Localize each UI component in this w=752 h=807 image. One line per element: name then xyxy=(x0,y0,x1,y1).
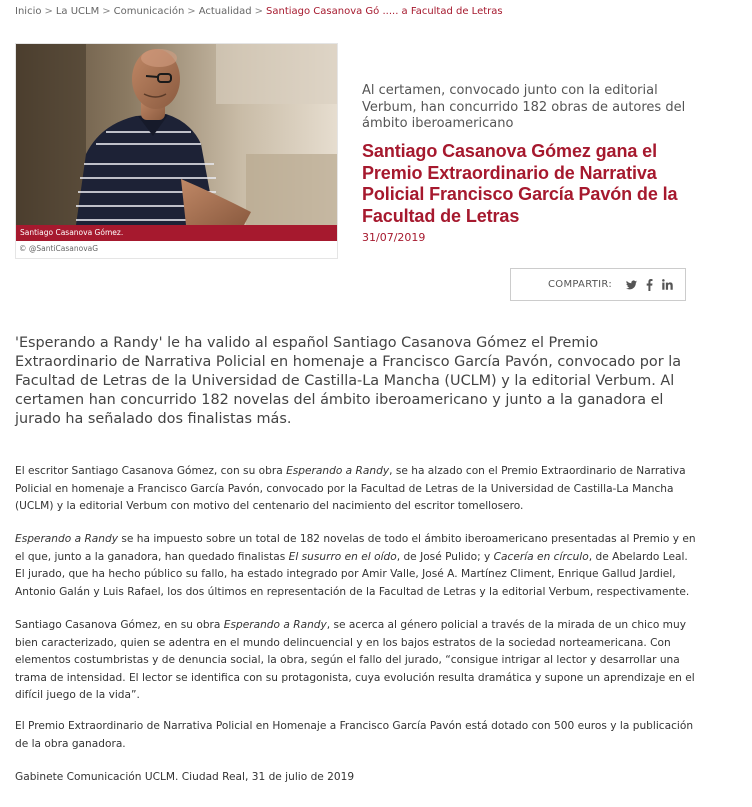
book-title: Cacería en círculo xyxy=(493,550,589,563)
breadcrumb-current: Santiago Casanova Gó ..... a Facultad de Letras xyxy=(266,6,503,17)
article-signature: Gabinete Comunicación UCLM. Ciudad Real, 31 de julio de 2019 xyxy=(15,771,355,783)
breadcrumb-comunicacion[interactable]: Comunicación xyxy=(113,6,185,17)
paragraph-text: , se acerca al género policial a través de la mirada de un chico muy bien caracterizado, quien se adentra en el mundo delincuencial y en los bajos estratos de la sociedad norteamericana. Con elementos costumbristas y de denuncia social, la obra, según el fallo del jurado, “consigue intrigar al lector y desarrollar una trama de intensidad. El lector se identifica con su protagonista, cuya evolución resulta dramática y supone un aprendizaje en el difícil juego de la vida”. xyxy=(15,619,695,701)
breadcrumb-la-uclm[interactable]: La UCLM xyxy=(55,6,100,17)
breadcrumb-separator: > xyxy=(254,6,264,17)
book-title: Esperando a Randy xyxy=(223,619,327,631)
author-photo[interactable] xyxy=(16,44,337,225)
photo-caption: Santiago Casanova Gómez. xyxy=(16,225,337,241)
book-title: Esperando a Randy xyxy=(15,533,119,545)
article-paragraph-4: El Premio Extraordinario de Narrativa Policial en Homenaje a Francisco García Pavón está dotado con 500 euros y la publicación de la obra ganadora. xyxy=(15,720,694,750)
paragraph-text: El escritor Santiago Casanova Gómez, con su obra xyxy=(15,465,287,477)
book-title: Esperando a Randy xyxy=(286,465,390,477)
paragraph-text: , de Abelardo Leal. El jurado, que ha hecho público su fallo, ha estado integrado por Amir Valle, José A. Martínez Climent, Enrique Gallud Jardiel, Antonio Galán y Luis Rafael, los dos últimos en representación de la Facultad de Letras y la editorial Verbum, respectivamente. xyxy=(15,550,690,598)
author-photo-image xyxy=(16,44,337,225)
article-paragraph-1 xyxy=(15,463,700,516)
article-date: 31/07/2019 xyxy=(362,231,426,244)
facebook-icon[interactable] xyxy=(640,278,658,292)
article-paragraph-2 xyxy=(15,531,700,601)
paragraph-text: se ha impuesto sobre un total de 182 novelas de todo el ámbito iberoamericano presentadas al Premio y en el que, junto a la ganadora, han quedado finalistas xyxy=(15,533,696,563)
breadcrumb-separator: > xyxy=(102,6,111,17)
breadcrumb-separator: > xyxy=(44,6,53,17)
breadcrumb xyxy=(15,6,503,17)
share-label: COMPARTIR: xyxy=(547,279,612,290)
linkedin-icon[interactable] xyxy=(658,278,676,292)
share-box xyxy=(510,268,686,301)
paragraph-text: , se ha alzado con el Premio Extraordinario de Narrativa Policial en homenaje a Francisco García Pavón, convocado por la Facultad de Letras de la Universidad de Castilla-La Mancha (UCLM) y la editorial Verbum con motivo del centenario del nacimiento del escritor tomellosero. xyxy=(15,465,686,512)
article-subtitle: Al certamen, convocado junto con la editorial Verbum, han concurrido 182 obras de autores del ámbito iberoamericano xyxy=(362,83,686,131)
article-photo-figure xyxy=(15,43,338,259)
paragraph-text: Santiago Casanova Gómez, en su obra xyxy=(15,619,224,631)
article-lead: 'Esperando a Randy' le ha valido al español Santiago Casanova Gómez el Premio Extraordinario de Narrativa Policial en homenaje a Francisco García Pavón, convocado por la Facultad de Letras de la Universidad de Castilla-La Mancha (UCLM) y la editorial Verbum. Al certamen han concurrido 182 novelas del ámbito iberoamericano y junto a la ganadora el jurado ha señalado dos finalistas más. xyxy=(15,335,682,427)
twitter-icon[interactable] xyxy=(622,278,640,292)
article-paragraph-3 xyxy=(15,617,700,705)
breadcrumb-separator: > xyxy=(187,6,196,17)
breadcrumb-inicio[interactable]: Inicio xyxy=(15,6,42,17)
paragraph-text: , de José Pulido; y xyxy=(396,550,494,563)
breadcrumb-actualidad[interactable]: Actualidad xyxy=(198,6,252,17)
photo-credit: © @SantiCasanovaG xyxy=(19,244,99,253)
article-title: Santiago Casanova Gómez gana el Premio Extraordinario de Narrativa Policial Francisco García Pavón de la Facultad de Letras xyxy=(362,141,678,226)
book-title: El susurro en el oído xyxy=(288,550,397,563)
